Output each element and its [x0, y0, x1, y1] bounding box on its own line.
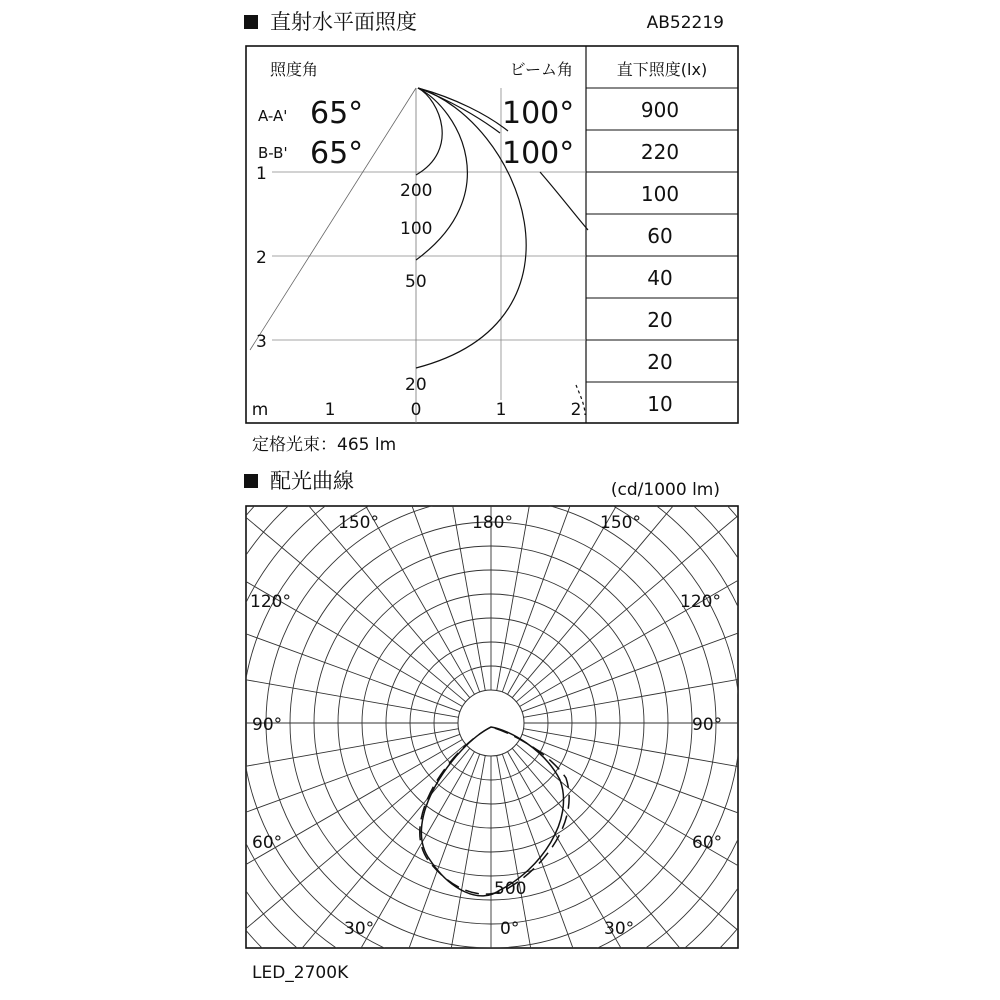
angle-label: 180° [472, 513, 513, 533]
distance-y-ticks [256, 164, 267, 352]
angle-label: 30° [604, 919, 635, 939]
illuminance-value: 60 [647, 224, 673, 248]
angle-label: 90° [692, 715, 723, 735]
illuminance-value: 20 [647, 350, 673, 374]
polar-radial-line [347, 754, 479, 1000]
polar-radial-line [512, 748, 761, 1000]
angle-label: 150° [338, 513, 379, 533]
illuminance-value: 220 [640, 140, 680, 164]
angle-label: 60° [692, 833, 723, 853]
row-beam-a: 100° [502, 96, 575, 131]
angle-label: 120° [250, 592, 291, 612]
contour-label: 20 [405, 375, 427, 395]
header-illuminance-angle: 照度角 [270, 60, 319, 79]
illuminance-value: 900 [640, 98, 680, 122]
polar-radial-line [497, 755, 564, 1000]
polar-radial-line [169, 744, 465, 993]
contour-label: 100 [400, 219, 433, 239]
polar-radial-line [523, 650, 904, 717]
light-source-label: LED_2700K [252, 963, 349, 983]
distance-x-axis [252, 400, 582, 420]
model-code: AB52219 [646, 13, 724, 33]
candela-unit: (cd/1000 lm) [610, 480, 720, 500]
illuminance-value: 10 [647, 392, 673, 416]
row-label-a: A-A' [258, 107, 288, 125]
angle-label: 0° [500, 919, 520, 939]
polar-radial-line [418, 309, 485, 690]
angle-label: 60° [252, 833, 283, 853]
y-tick: 2 [256, 248, 267, 268]
x-tick: 1 [324, 400, 336, 420]
polar-radial-line [502, 754, 634, 1000]
header-beam-angle: ビーム角 [509, 60, 573, 79]
illuminance-value: 40 [647, 266, 673, 290]
polar-radial-line [502, 328, 634, 692]
rated-flux: 定格光束：465 lm [252, 435, 397, 455]
row-label-b: B-B' [258, 144, 288, 162]
section1-bullet-icon [244, 15, 258, 29]
polar-radial-line [497, 309, 564, 690]
y-tick: 1 [256, 164, 267, 184]
section1-title: 直射水平面照度 [270, 10, 417, 34]
x-axis-unit: m [251, 400, 269, 420]
scale-label: 500 [494, 879, 527, 899]
illuminance-value: 100 [640, 182, 680, 206]
polar-center-circle [458, 690, 524, 756]
polar-radial-line [77, 650, 458, 717]
x-tick: 0 [410, 400, 422, 420]
row-angle-b: 65° [310, 136, 364, 171]
polar-radial-line [512, 401, 761, 697]
polar-radial-line [523, 729, 904, 796]
y-tick: 3 [256, 332, 267, 352]
section2-bullet-icon [244, 474, 258, 488]
contour-label: 200 [400, 181, 433, 201]
angle-label: 120° [680, 592, 721, 612]
illuminance-value: 20 [647, 308, 673, 332]
x-tick: 1 [495, 400, 507, 420]
contour-label: 50 [405, 272, 427, 292]
section2-title: 配光曲線 [270, 469, 354, 493]
row-angle-a: 65° [310, 96, 364, 131]
x-tick: 2 [570, 400, 582, 420]
polar-radial-line [418, 755, 485, 1000]
angle-label: 150° [600, 513, 641, 533]
angle-label: 90° [252, 715, 283, 735]
illuminance-values [641, 98, 679, 416]
header-direct-illuminance: 直下照度(lx) [616, 60, 708, 79]
row-beam-b: 100° [502, 136, 575, 171]
polar-radial-line [77, 729, 458, 796]
angle-label: 30° [344, 919, 375, 939]
